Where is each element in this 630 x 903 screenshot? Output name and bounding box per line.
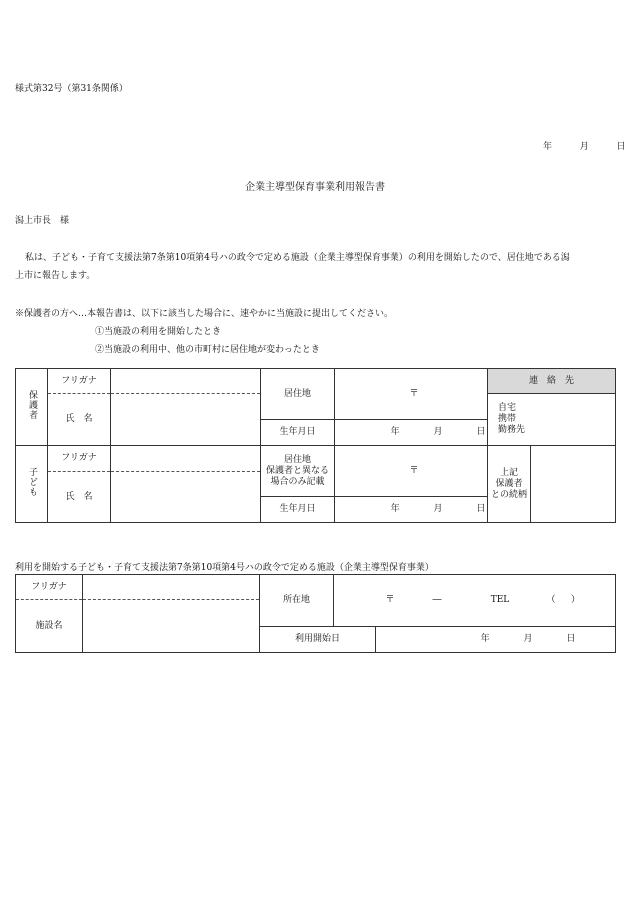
guardian-child-table	[15, 368, 616, 523]
child-birthdate-field[interactable]	[335, 497, 488, 523]
guardian-name-field[interactable]	[111, 394, 261, 446]
report-date	[543, 139, 626, 152]
relation-field[interactable]	[531, 446, 616, 523]
start-month: 月	[523, 634, 533, 644]
guardian-section-label	[16, 369, 48, 446]
guardian-birth-year: 年	[390, 427, 400, 437]
guardian-birth-day: 日	[476, 427, 486, 437]
body-paragraph: 私は、子ども・子育て支援法第7条第10項第4号ハの政令で定める施設（企業主導型保育事業）の利用を開始したので、居住地である潟	[25, 253, 570, 263]
addressee: 潟上市長 様	[15, 216, 70, 226]
start-date-field[interactable]	[376, 627, 616, 653]
facility-furigana-label: フリガナ	[16, 575, 83, 600]
child-address-line-1: 居住地	[283, 454, 311, 465]
child-address-field[interactable]	[335, 446, 488, 497]
guardian-address-label: 居住地	[261, 369, 335, 420]
facility-furigana-field[interactable]	[83, 575, 260, 600]
child-address-label	[261, 446, 335, 497]
guardian-postal-mark: 〒	[409, 388, 419, 399]
facility-table	[15, 574, 616, 653]
form-number: 様式第32号（第31条関係）	[15, 84, 128, 94]
facility-name-label: 施設名	[16, 600, 83, 653]
facility-postal-dash: ―	[432, 595, 442, 605]
relation-label	[488, 446, 531, 523]
guardian-birthdate-field[interactable]	[335, 420, 488, 446]
child-address-line-3: 場合のみ記載	[270, 476, 325, 487]
relation-line-3: との続柄	[490, 489, 527, 500]
child-furigana-field[interactable]	[111, 446, 261, 472]
child-furigana-label: フリガナ	[48, 446, 111, 472]
contact-mobile: 携帯	[498, 414, 517, 424]
facility-tel-close: ）	[571, 595, 581, 605]
date-day-label: 日	[616, 142, 626, 152]
guardian-name-label: 氏 名	[48, 394, 111, 446]
facility-tel-label: TEL	[490, 595, 510, 605]
start-day: 日	[566, 634, 576, 644]
child-postal-mark: 〒	[409, 465, 419, 476]
child-birth-day: 日	[476, 504, 486, 514]
child-birth-month: 月	[433, 504, 443, 514]
facility-location-label: 所在地	[260, 575, 334, 627]
contact-work: 勤務先	[498, 425, 526, 435]
guardian-furigana-field[interactable]	[111, 369, 261, 394]
notice-text: ※保護者の方へ…本報告書は、以下に該当した場合に、速やかに当施設に提出してください。	[15, 309, 394, 319]
relation-line-1: 上記	[499, 467, 518, 478]
child-birthdate-label: 生年月日	[261, 497, 335, 523]
date-year-label: 年	[543, 142, 553, 152]
start-date-label: 利用開始日	[260, 627, 376, 653]
start-year: 年	[480, 634, 490, 644]
guardian-birth-month: 月	[433, 427, 443, 437]
contact-header: 連 絡 先	[488, 369, 616, 394]
facility-tel-open: （	[546, 595, 556, 605]
relation-line-2: 保護者	[495, 478, 523, 489]
child-section-label	[16, 446, 48, 523]
facility-location-field[interactable]	[334, 575, 616, 627]
child-label: 子ども	[27, 467, 37, 497]
guardian-label: 保護者	[27, 390, 37, 420]
notice-case-1: ①当施設の利用を開始したとき	[95, 327, 222, 337]
document-title: 企業主導型保育事業利用報告書	[245, 182, 385, 193]
child-name-label: 氏 名	[48, 472, 111, 523]
facility-section-caption: 利用を開始する子ども・子育て支援法第7条第10項第4号ハの政令で定める施設（企業主導型保育事業）	[15, 563, 434, 573]
contact-home: 自宅	[498, 403, 517, 413]
guardian-furigana-label: フリガナ	[48, 369, 111, 394]
facility-name-field[interactable]	[83, 600, 260, 653]
child-name-field[interactable]	[111, 472, 261, 523]
contact-field[interactable]	[488, 394, 616, 446]
child-address-line-2: 保護者と異なる	[265, 465, 329, 476]
body-paragraph-cont: 上市に報告します。	[15, 271, 96, 281]
facility-postal-mark: 〒	[385, 595, 395, 605]
date-month-label: 月	[579, 142, 589, 152]
guardian-address-field[interactable]	[335, 369, 488, 420]
guardian-birthdate-label: 生年月日	[261, 420, 335, 446]
child-birth-year: 年	[390, 504, 400, 514]
notice-case-2: ②当施設の利用中、他の市町村に居住地が変わったとき	[95, 345, 320, 355]
